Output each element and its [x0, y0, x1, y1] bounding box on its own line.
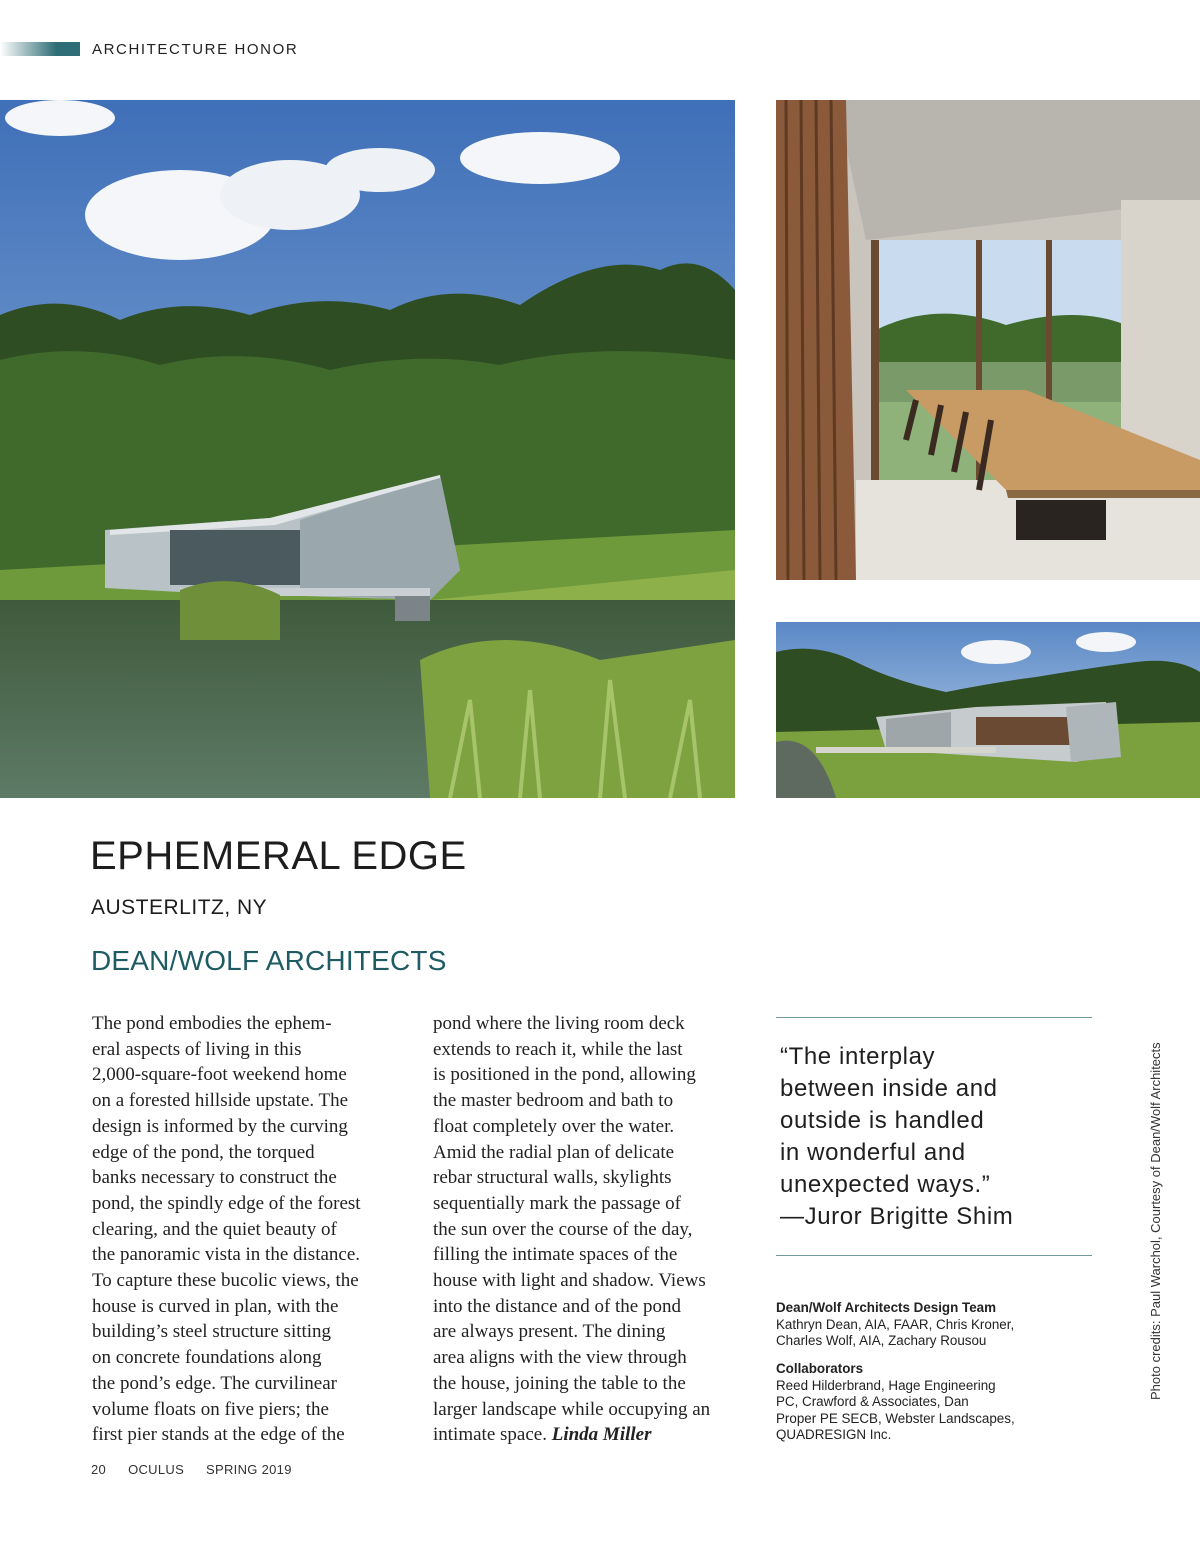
body-line-text: intimate space.	[433, 1424, 547, 1446]
collaborators-credits	[776, 1361, 1015, 1444]
body-line: banks necessary to construct the	[92, 1167, 337, 1189]
collaborators-heading: Collaborators	[776, 1361, 864, 1376]
body-line: 2,000-square-foot weekend home	[92, 1064, 347, 1086]
body-line: pond where the living room deck	[433, 1013, 685, 1034]
body-line: eral aspects of living in this	[92, 1038, 302, 1060]
page-number: 20	[91, 1462, 107, 1477]
magazine-name: OCULUS	[128, 1462, 185, 1477]
body-line: Amid the radial plan of delicate	[433, 1141, 675, 1163]
body-line: volume floats on five piers; the	[92, 1398, 329, 1420]
credit-line: PC, Crawford & Associates, Dan	[776, 1394, 969, 1409]
article-author: Linda Miller	[551, 1424, 652, 1446]
credit-line: QUADRESIGN Inc.	[776, 1427, 892, 1442]
house-meadow-photo	[776, 622, 1200, 798]
page-footer	[91, 1462, 314, 1477]
design-team-credits	[776, 1300, 1014, 1350]
quote-attribution: —Juror Brigitte Shim	[780, 1203, 1014, 1230]
body-line: float completely over the water.	[433, 1115, 675, 1137]
body-line: the pond’s edge. The curvilinear	[92, 1372, 337, 1394]
photo-credit: Photo credits: Paul Warchol, Courtesy of Dean/Wolf Architects	[1148, 1042, 1163, 1400]
body-line: into the distance and of the pond	[433, 1295, 681, 1317]
credit-line: Charles Wolf, AIA, Zachary Rousou	[776, 1333, 987, 1348]
body-line: larger landscape while occupying an	[433, 1398, 711, 1420]
body-column-1	[92, 1011, 402, 1448]
quote-line: outside is handled	[780, 1107, 985, 1134]
quote-line: in wonderful and	[780, 1139, 966, 1166]
architect-firm: DEAN/WOLF ARCHITECTS	[91, 945, 447, 976]
quote-rule-top	[776, 1017, 1092, 1018]
body-line: the panoramic vista in the distance.	[92, 1244, 361, 1266]
body-line: pond, the spindly edge of the forest	[92, 1192, 361, 1214]
body-line: house with light and shadow. Views	[433, 1270, 706, 1292]
article-title: EPHEMERAL EDGE	[90, 834, 467, 878]
pull-quote	[780, 1041, 1013, 1233]
body-line: is positioned in the pond, allowing	[433, 1064, 696, 1086]
house-on-pond-photo	[0, 100, 735, 798]
body-line: the house, joining the table to the	[433, 1372, 686, 1394]
credit-line: Reed Hilderbrand, Hage Engineering	[776, 1377, 996, 1393]
header-accent-band	[0, 42, 80, 56]
section-label: ARCHITECTURE HONOR	[92, 41, 299, 58]
body-line: the sun over the course of the day,	[433, 1218, 693, 1240]
issue-label: SPRING 2019	[206, 1462, 292, 1477]
body-line: first pier stands at the edge of the	[92, 1424, 345, 1446]
body-line: edge of the pond, the torqued	[92, 1141, 315, 1163]
body-line: extends to reach it, while the last	[433, 1038, 683, 1060]
credit-line: Kathryn Dean, AIA, FAAR, Chris Kroner,	[776, 1316, 1015, 1332]
body-line: on a forested hillside upstate. The	[92, 1090, 349, 1112]
dining-room-photo	[776, 100, 1200, 580]
body-line: area aligns with the view through	[433, 1347, 687, 1369]
body-line-last	[433, 1422, 743, 1448]
quote-line: between inside and	[780, 1075, 998, 1102]
body-line: the master bedroom and bath to	[433, 1090, 674, 1112]
body-line: To capture these bucolic views, the	[92, 1270, 359, 1292]
article-location: AUSTERLITZ, NY	[91, 896, 268, 919]
body-line: on concrete foundations along	[92, 1347, 322, 1369]
body-line: house is curved in plan, with the	[92, 1295, 339, 1317]
body-line: The pond embodies the ephem-	[92, 1013, 332, 1034]
body-line: building’s steel structure sitting	[92, 1321, 332, 1343]
quote-line: unexpected ways.”	[780, 1171, 991, 1198]
design-team-heading: Dean/Wolf Architects Design Team	[776, 1300, 997, 1315]
credit-line: Proper PE SECB, Webster Landscapes,	[776, 1410, 1015, 1426]
body-line: design is informed by the curving	[92, 1115, 348, 1137]
body-line: rebar structural walls, skylights	[433, 1167, 672, 1189]
body-line: are always present. The dining	[433, 1321, 666, 1343]
body-line: filling the intimate spaces of the	[433, 1244, 678, 1266]
body-column-2	[433, 1011, 743, 1448]
quote-rule-bottom	[776, 1255, 1092, 1256]
quote-line: “The interplay	[780, 1043, 936, 1070]
body-line: sequentially mark the passage of	[433, 1192, 681, 1214]
body-line: clearing, and the quiet beauty of	[92, 1218, 337, 1240]
